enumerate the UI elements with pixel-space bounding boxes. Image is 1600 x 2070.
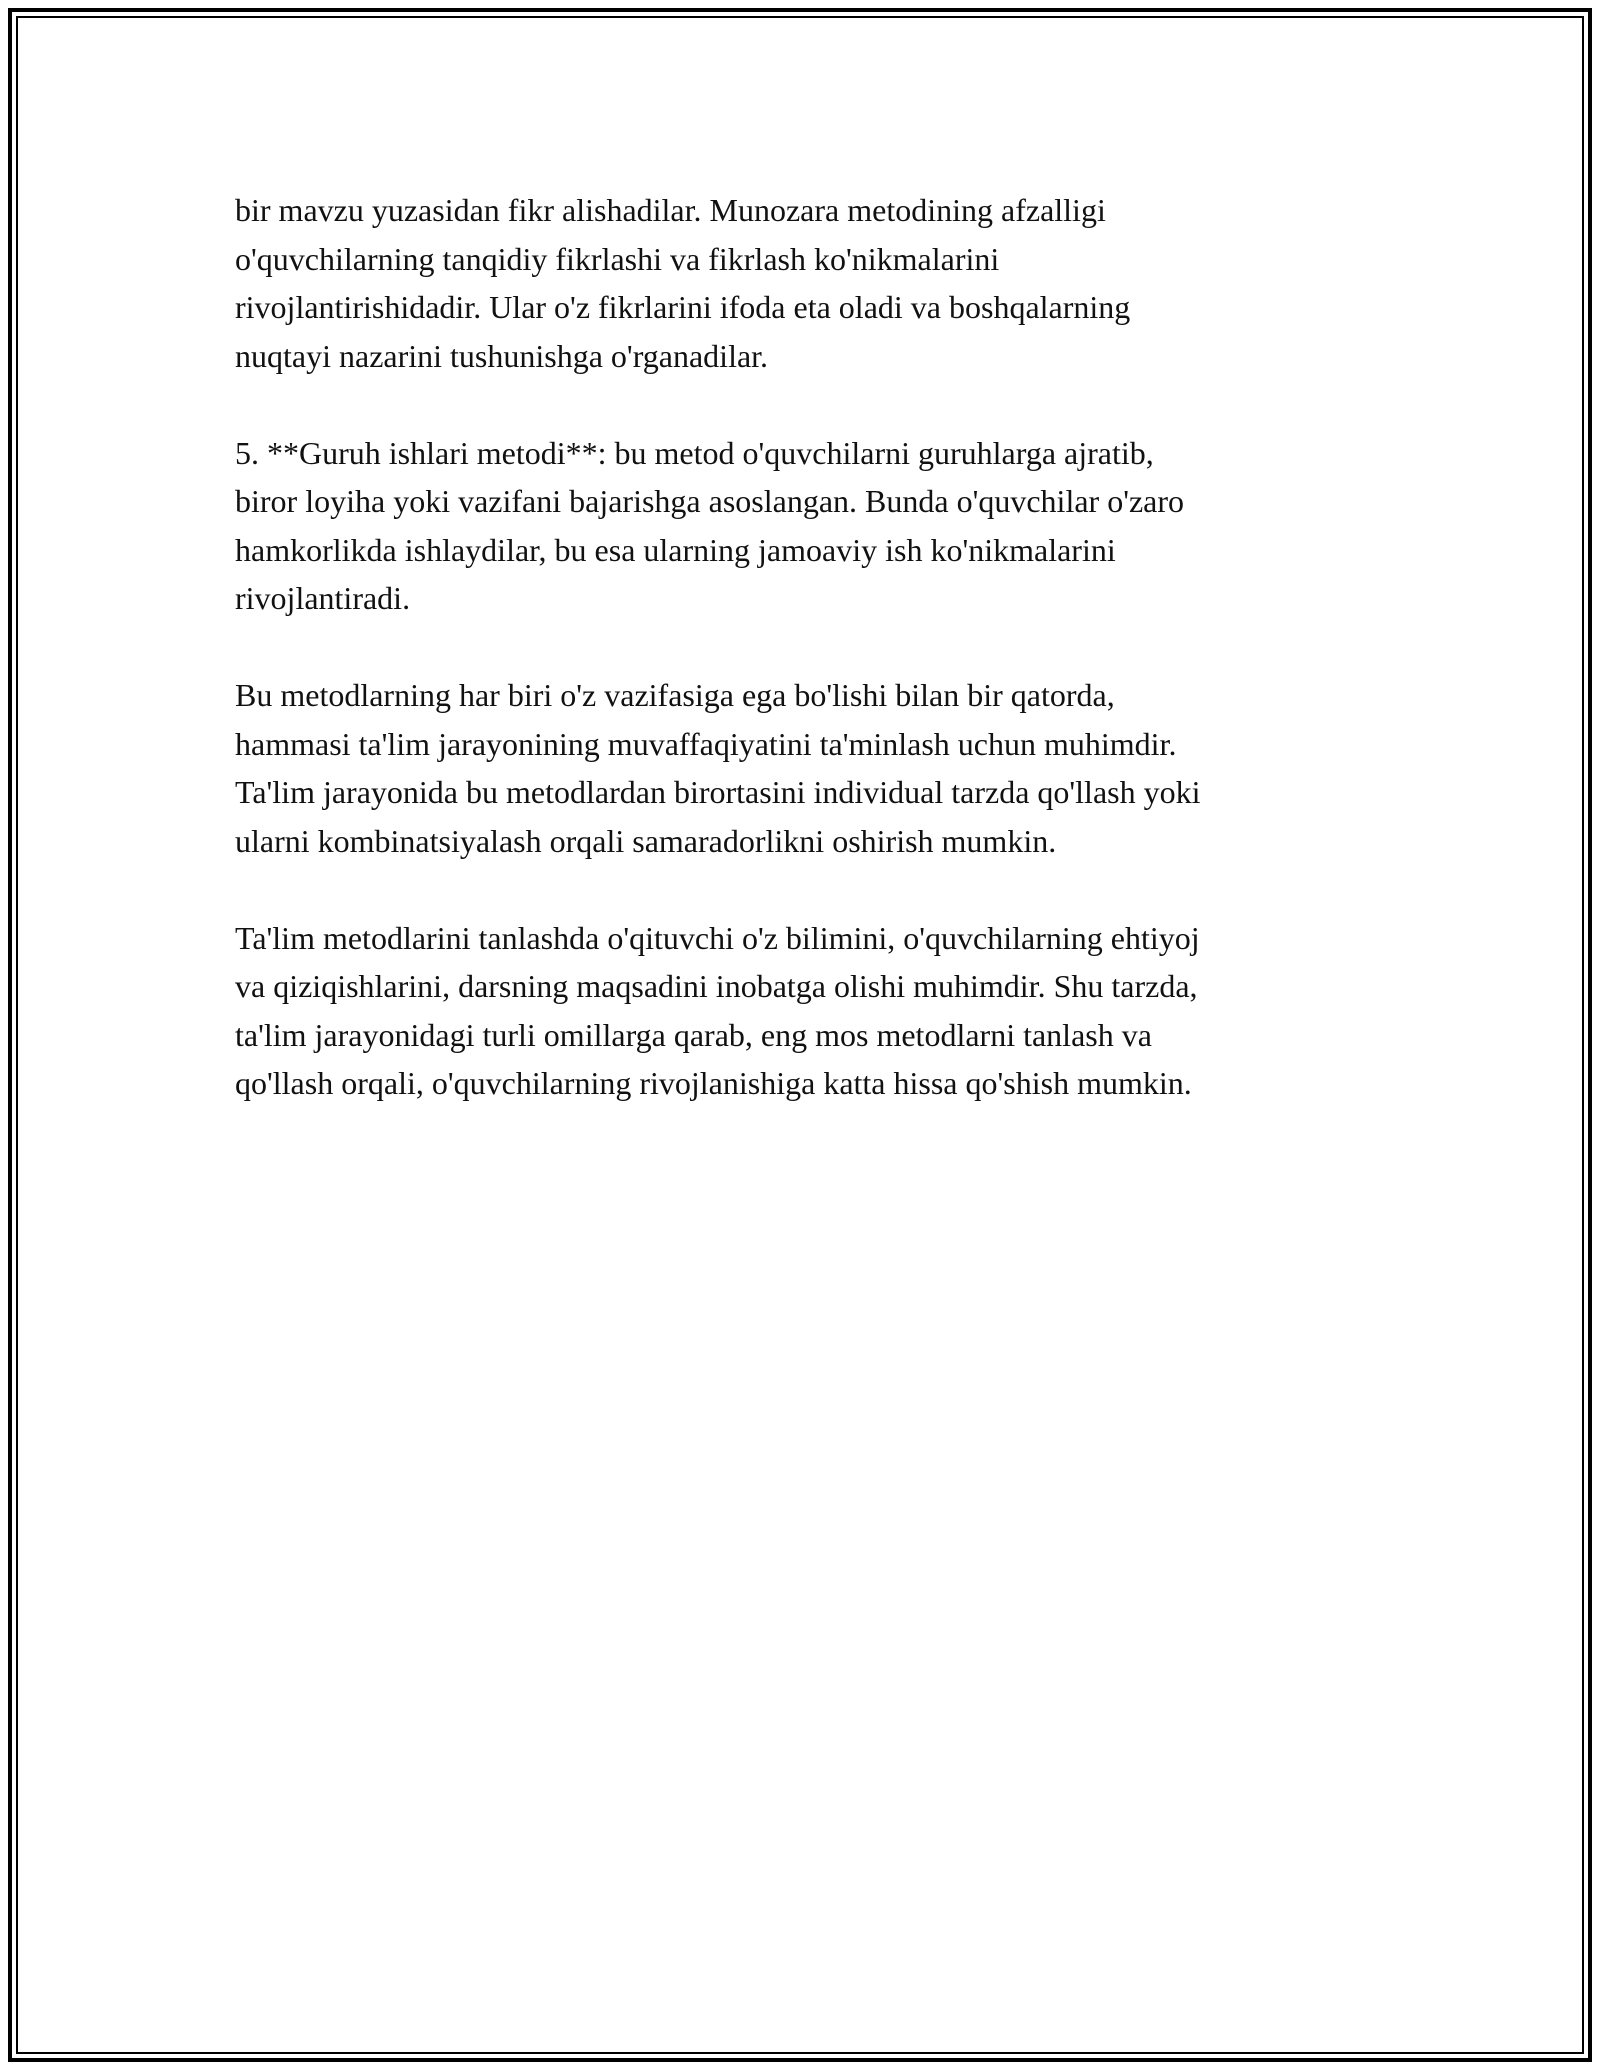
paragraph-4: Ta'lim metodlarini tanlashda o'qituvchi o'z bilimini, o'quvchilarning ehtiyoj va qiziqishlarini, darsning maqsadini inobatga olishi muhimdir. Shu tarzda, ta'lim jarayonidagi turli omillarga qarab, eng mos metodlarni tanlash va qo'llash orqali, o'quvchilarning rivojlanishiga katta hissa qo'shish mumkin. [235,919,1200,1101]
paragraph-3: Bu metodlarning har biri o'z vazifasiga ega bo'lishi bilan bir qatorda, hammasi ta'lim jarayonining muvaffaqiyatini ta'minlash uchun muhimdir. Ta'lim jarayonida bu metodlardan birortasini individual tarzda qo'llash yoki ularni kombinatsiyalash orqali samaradorlikni oshirish mumkin. [235,677,1201,859]
paragraph-1: bir mavzu yuzasidan fikr alishadilar. Munozara metodining afzalligi o'quvchilarning tanqidiy fikrlashi va fikrlash ko'nikmalarini rivojlantirishidadir. Ular o'z fikrlarini ifoda eta oladi va boshqalarning nuqtayi nazarini tushunishga o'rganadilar. [235,192,1131,374]
paragraph-2: 5. **Guruh ishlari metodi**: bu metod o'quvchilarni guruhlarga ajratib, biror loyiha yoki vazifani bajarishga asoslangan. Bunda o'quvchilar o'zaro hamkorlikda ishlaydilar, bu esa ularning jamoaviy ish ko'nikmalarini rivojlantiradi. [235,434,1185,616]
document-body [235,186,1365,1156]
